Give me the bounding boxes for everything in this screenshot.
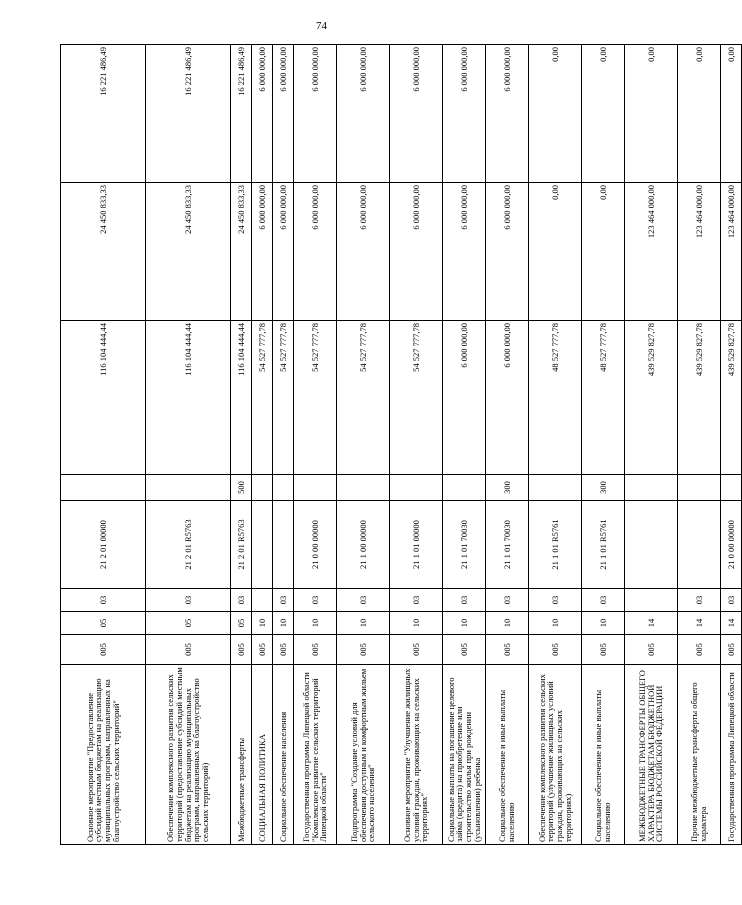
row-value-2024: 6 000 000,00 <box>294 183 337 321</box>
table-row <box>678 45 721 845</box>
row-name: Основное мероприятие "Предоставление субсидий местным бюджетам на реализацию муниципальных программ, направленных на благоустройство сельских территорий" <box>61 665 146 845</box>
row-value-2025: 0,00 <box>625 45 678 183</box>
row-value-2024: 123 464 000,00 <box>625 183 678 321</box>
row-value-2024: 123 464 000,00 <box>721 183 742 321</box>
row-code: 005 <box>273 635 294 665</box>
row-code: 005 <box>294 635 337 665</box>
row-value-2024: 6 000 000,00 <box>443 183 486 321</box>
row-name: Основное мероприятие "Улучшение жилищных условий граждан, проживающих на сельских территориях" <box>390 665 443 845</box>
table-row <box>337 45 390 845</box>
row-code: 005 <box>146 635 231 665</box>
rotated-table-container <box>60 45 736 845</box>
row-target: 21 1 01 70030 <box>486 501 529 589</box>
table-row <box>625 45 678 845</box>
row-name: Государственная программа Липецкой области "Комплексное развитие сельских территорий Липецкой области" <box>294 665 337 845</box>
table-row <box>294 45 337 845</box>
row-value-2025: 6 000 000,00 <box>443 45 486 183</box>
row-value-2023: 54 527 777,78 <box>252 321 273 475</box>
row-expense-type <box>337 475 390 501</box>
row-value-2025: 6 000 000,00 <box>273 45 294 183</box>
row-subsection: 03 <box>337 589 390 612</box>
row-expense-type: 300 <box>486 475 529 501</box>
row-section: 10 <box>294 612 337 635</box>
row-target: 21 1 01 70030 <box>443 501 486 589</box>
row-section: 10 <box>337 612 390 635</box>
row-target: 21 1 01 R5761 <box>582 501 625 589</box>
row-expense-type <box>273 475 294 501</box>
row-target <box>252 501 273 589</box>
row-name: Обеспечение комплексного развития сельских территорий (улучшение жилищных условий граждан, проживающих на сельских территориях) <box>529 665 582 845</box>
row-value-2023: 48 527 777,78 <box>529 321 582 475</box>
row-subsection: 03 <box>146 589 231 612</box>
table-row <box>231 45 252 845</box>
row-expense-type <box>146 475 231 501</box>
row-target: 21 1 01 R5761 <box>529 501 582 589</box>
table-row <box>61 45 146 845</box>
row-value-2024: 24 450 833,33 <box>146 183 231 321</box>
row-section: 10 <box>390 612 443 635</box>
table-row <box>146 45 231 845</box>
row-target <box>678 501 721 589</box>
row-code: 005 <box>390 635 443 665</box>
row-section: 14 <box>625 612 678 635</box>
row-value-2023: 6 000 000,00 <box>443 321 486 475</box>
row-subsection: 03 <box>486 589 529 612</box>
row-code: 005 <box>582 635 625 665</box>
row-value-2025: 16 221 486,49 <box>231 45 252 183</box>
row-target: 21 2 01 00000 <box>61 501 146 589</box>
row-expense-type <box>294 475 337 501</box>
table-row <box>529 45 582 845</box>
row-value-2024: 24 450 833,33 <box>231 183 252 321</box>
row-subsection: 03 <box>390 589 443 612</box>
row-name: Социальное обеспечение населения <box>273 665 294 845</box>
row-section: 10 <box>582 612 625 635</box>
table-row <box>273 45 294 845</box>
row-value-2024: 6 000 000,00 <box>252 183 273 321</box>
row-section: 10 <box>252 612 273 635</box>
row-value-2025: 0,00 <box>529 45 582 183</box>
row-expense-type <box>529 475 582 501</box>
table-row <box>390 45 443 845</box>
row-value-2024: 6 000 000,00 <box>273 183 294 321</box>
row-expense-type <box>390 475 443 501</box>
row-name: МЕЖБЮДЖЕТНЫЕ ТРАНСФЕРТЫ ОБЩЕГО ХАРАКТЕРА БЮДЖЕТАМ БЮДЖЕТНОЙ СИСТЕМЫ РОССИЙСКОЙ ФЕДЕРАЦИИ <box>625 665 678 845</box>
row-value-2023: 6 000 000,00 <box>486 321 529 475</box>
row-code: 005 <box>231 635 252 665</box>
row-name: Государственная программа Липецкой области <box>721 665 742 845</box>
row-value-2025: 16 221 486,49 <box>61 45 146 183</box>
row-value-2023: 54 527 777,78 <box>337 321 390 475</box>
row-value-2025: 6 000 000,00 <box>390 45 443 183</box>
row-expense-type <box>721 475 742 501</box>
row-code: 005 <box>678 635 721 665</box>
row-value-2024: 123 464 000,00 <box>678 183 721 321</box>
row-expense-type <box>443 475 486 501</box>
row-value-2024: 24 450 833,33 <box>61 183 146 321</box>
row-code: 005 <box>625 635 678 665</box>
row-value-2023: 439 529 827,78 <box>678 321 721 475</box>
row-code: 005 <box>486 635 529 665</box>
row-section: 05 <box>146 612 231 635</box>
row-target: 21 0 00 00000 <box>721 501 742 589</box>
row-target: 21 2 01 R5763 <box>231 501 252 589</box>
row-code: 005 <box>443 635 486 665</box>
row-value-2024: 6 000 000,00 <box>390 183 443 321</box>
row-name: СОЦИАЛЬНАЯ ПОЛИТИКА <box>252 665 273 845</box>
row-value-2023: 48 527 777,78 <box>582 321 625 475</box>
row-value-2023: 439 529 827,78 <box>721 321 742 475</box>
row-subsection: 03 <box>582 589 625 612</box>
row-subsection: 03 <box>61 589 146 612</box>
row-value-2023: 116 104 444,44 <box>61 321 146 475</box>
row-section: 10 <box>486 612 529 635</box>
row-subsection: 03 <box>294 589 337 612</box>
table-row <box>721 45 742 845</box>
row-value-2024: 6 000 000,00 <box>486 183 529 321</box>
row-name: Подпрограмма "Создание условий для обеспечения доступным и комфортным жильем сельского населения" <box>337 665 390 845</box>
row-expense-type <box>61 475 146 501</box>
row-target <box>273 501 294 589</box>
row-value-2023: 54 527 777,78 <box>390 321 443 475</box>
row-code: 005 <box>529 635 582 665</box>
row-subsection: 03 <box>721 589 742 612</box>
row-value-2025: 0,00 <box>721 45 742 183</box>
row-value-2025: 6 000 000,00 <box>294 45 337 183</box>
row-target: 21 0 00 00000 <box>294 501 337 589</box>
row-expense-type <box>625 475 678 501</box>
row-subsection: 03 <box>273 589 294 612</box>
row-value-2025: 6 000 000,00 <box>252 45 273 183</box>
row-section: 05 <box>61 612 146 635</box>
row-target: 21 1 00 00000 <box>337 501 390 589</box>
row-value-2023: 54 527 777,78 <box>273 321 294 475</box>
row-value-2023: 54 527 777,78 <box>294 321 337 475</box>
row-subsection: 03 <box>529 589 582 612</box>
row-subsection <box>252 589 273 612</box>
row-subsection <box>625 589 678 612</box>
row-value-2023: 439 529 827,78 <box>625 321 678 475</box>
row-value-2025: 0,00 <box>678 45 721 183</box>
row-name: Обеспечение комплексного развития сельских территорий (предоставление субсидий местным бюджетам на реализацию муниципальных программ, направленных на благоустройство сельских территорий) <box>146 665 231 845</box>
row-section: 05 <box>231 612 252 635</box>
row-code: 005 <box>721 635 742 665</box>
row-section: 14 <box>678 612 721 635</box>
row-subsection: 03 <box>678 589 721 612</box>
row-value-2025: 6 000 000,00 <box>486 45 529 183</box>
table-row <box>582 45 625 845</box>
row-expense-type <box>678 475 721 501</box>
row-value-2024: 0,00 <box>529 183 582 321</box>
row-code: 005 <box>61 635 146 665</box>
row-value-2025: 16 221 486,49 <box>146 45 231 183</box>
row-section: 10 <box>529 612 582 635</box>
row-section: 10 <box>273 612 294 635</box>
row-expense-type: 500 <box>231 475 252 501</box>
row-value-2024: 6 000 000,00 <box>337 183 390 321</box>
row-name: Социальные выплаты на погашение целевого займа (кредита) на приобретение или строительство жилья при рождении (усыновлении) ребенка <box>443 665 486 845</box>
row-target: 21 1 01 00000 <box>390 501 443 589</box>
row-section: 10 <box>443 612 486 635</box>
row-subsection: 03 <box>231 589 252 612</box>
row-value-2025: 6 000 000,00 <box>337 45 390 183</box>
row-expense-type: 300 <box>582 475 625 501</box>
table-row <box>252 45 273 845</box>
row-name: Социальное обеспечение и иные выплаты населению <box>486 665 529 845</box>
row-expense-type <box>252 475 273 501</box>
row-subsection: 03 <box>443 589 486 612</box>
row-name: Прочие межбюджетные трансферты общего характера <box>678 665 721 845</box>
row-target <box>625 501 678 589</box>
row-value-2023: 116 104 444,44 <box>231 321 252 475</box>
row-name: Социальное обеспечение и иные выплаты населению <box>582 665 625 845</box>
page-number: 74 <box>316 20 327 32</box>
row-name: Межбюджетные трансферты <box>231 665 252 845</box>
row-code: 005 <box>337 635 390 665</box>
row-value-2025: 0,00 <box>582 45 625 183</box>
row-code: 005 <box>252 635 273 665</box>
budget-table <box>60 44 742 845</box>
row-section: 14 <box>721 612 742 635</box>
row-value-2023: 116 104 444,44 <box>146 321 231 475</box>
row-target: 21 2 01 R5763 <box>146 501 231 589</box>
row-value-2024: 0,00 <box>582 183 625 321</box>
table-row <box>486 45 529 845</box>
table-row <box>443 45 486 845</box>
